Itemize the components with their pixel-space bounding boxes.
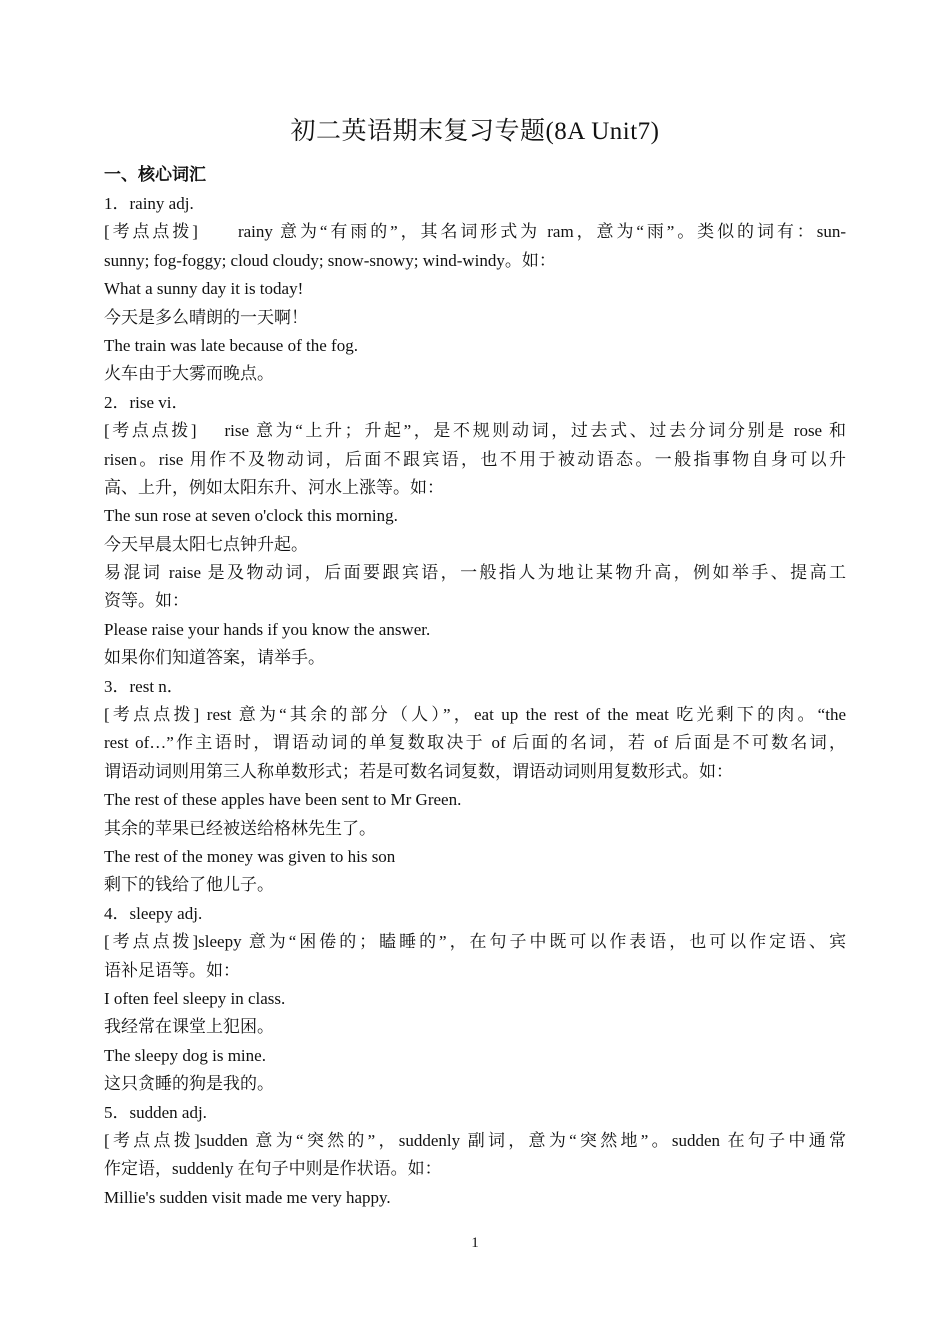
example-sentence: The train was late because of the fog. — [104, 335, 358, 355]
entry-heading: 5．sudden adj. — [104, 1102, 207, 1122]
example-translation: 火车由于大雾而晚点。 — [104, 364, 274, 384]
example-translation: 今天早晨太阳七点钟升起。 — [104, 534, 308, 554]
example-sentence: The rest of the money was given to his son — [104, 846, 396, 866]
text-line — [104, 218, 846, 246]
tip-tag: [考点点拨] — [104, 222, 198, 242]
text-line: [考点点拨]sleepy 意为“困倦的；瞌睡的”，在句子中既可以作表语，也可以作定语、宾 — [104, 932, 846, 952]
entry-heading: 4．sleepy adj. — [104, 903, 203, 923]
example-sentence: The rest of these apples have been sent to Mr Green. — [104, 790, 462, 810]
section-heading: 一、核心词汇 — [104, 165, 206, 185]
tip-tag: [考点点拨] — [104, 421, 197, 441]
example-translation: 今天是多么晴朗的一天啊！ — [104, 307, 308, 327]
example-translation: 这只贪睡的狗是我的。 — [104, 1074, 274, 1094]
example-sentence: What a sunny day it is today! — [104, 279, 304, 299]
text-line: risen。rise 用作不及物动词，后面不跟宾语，也不用于被动语态。一般指事物自身可以升 — [104, 449, 846, 469]
example-sentence: The sun rose at seven o'clock this morning. — [104, 506, 398, 526]
text-line: 谓语动词则用第三人称单数形式；若是可数名词复数，谓语动词则用复数形式。如： — [104, 761, 733, 781]
document-body — [104, 190, 846, 1212]
text-line — [104, 417, 846, 445]
entry-heading: 1．rainy adj. — [104, 194, 194, 213]
entry-heading: 2．rise vi． — [104, 392, 189, 412]
example-translation: 剩下的钱给了他儿子。 — [104, 875, 274, 895]
example-translation: 如果你们知道答案，请举手。 — [104, 648, 325, 668]
example-translation: 其余的苹果已经被送给格林先生了。 — [104, 818, 376, 838]
text-line: [考点点拨]sudden 意为“突然的”，suddenly 副词，意为“突然地”。sudden 在句子中通常 — [104, 1130, 846, 1150]
text-line: 高、上升，例如太阳东升、河水上涨等。如： — [104, 477, 444, 497]
text-line: rest of…”作主语时，谓语动词的单复数取决于 of 后面的名词，若 of 后面是不可数名词， — [104, 733, 846, 753]
text-line: 作定语，suddenly 在句子中则是作状语。如： — [104, 1159, 442, 1179]
page-number: 1 — [471, 1235, 479, 1251]
text-line: 语补足语等。如： — [104, 960, 240, 980]
text-line: 资等。如： — [104, 591, 189, 611]
example-sentence: Please raise your hands if you know the answer. — [104, 619, 431, 639]
text-line: sunny; fog-foggy; cloud cloudy; snow-snowy; wind-windy。如： — [104, 250, 556, 270]
example-sentence: The sleepy dog is mine. — [104, 1045, 266, 1065]
entry-heading: 3．rest n． — [104, 676, 184, 696]
text-line: [考点点拨] rest 意为“其余的部分（人）”，eat up the rest of the meat 吃光剩下的肉。“the — [104, 705, 846, 725]
example-sentence: Millie's sudden visit made me very happy. — [104, 1187, 391, 1207]
example-sentence: I often feel sleepy in class. — [104, 988, 286, 1008]
text-line-content: rise 意为“上升；升起”，是不规则动词，过去式、过去分词分别是 rose 和 — [224, 421, 846, 441]
page-title: 初二英语期末复习专题(8A Unit7) — [290, 118, 660, 145]
text-line: 易混词 raise 是及物动词，后面要跟宾语，一般指人为地让某物升高，例如举手、提高工 — [104, 563, 846, 583]
example-translation: 我经常在课堂上犯困。 — [104, 1017, 274, 1037]
text-line-content: rainy 意为“有雨的”，其名词形式为 ram，意为“雨”。类似的词有：sun- — [237, 222, 846, 242]
